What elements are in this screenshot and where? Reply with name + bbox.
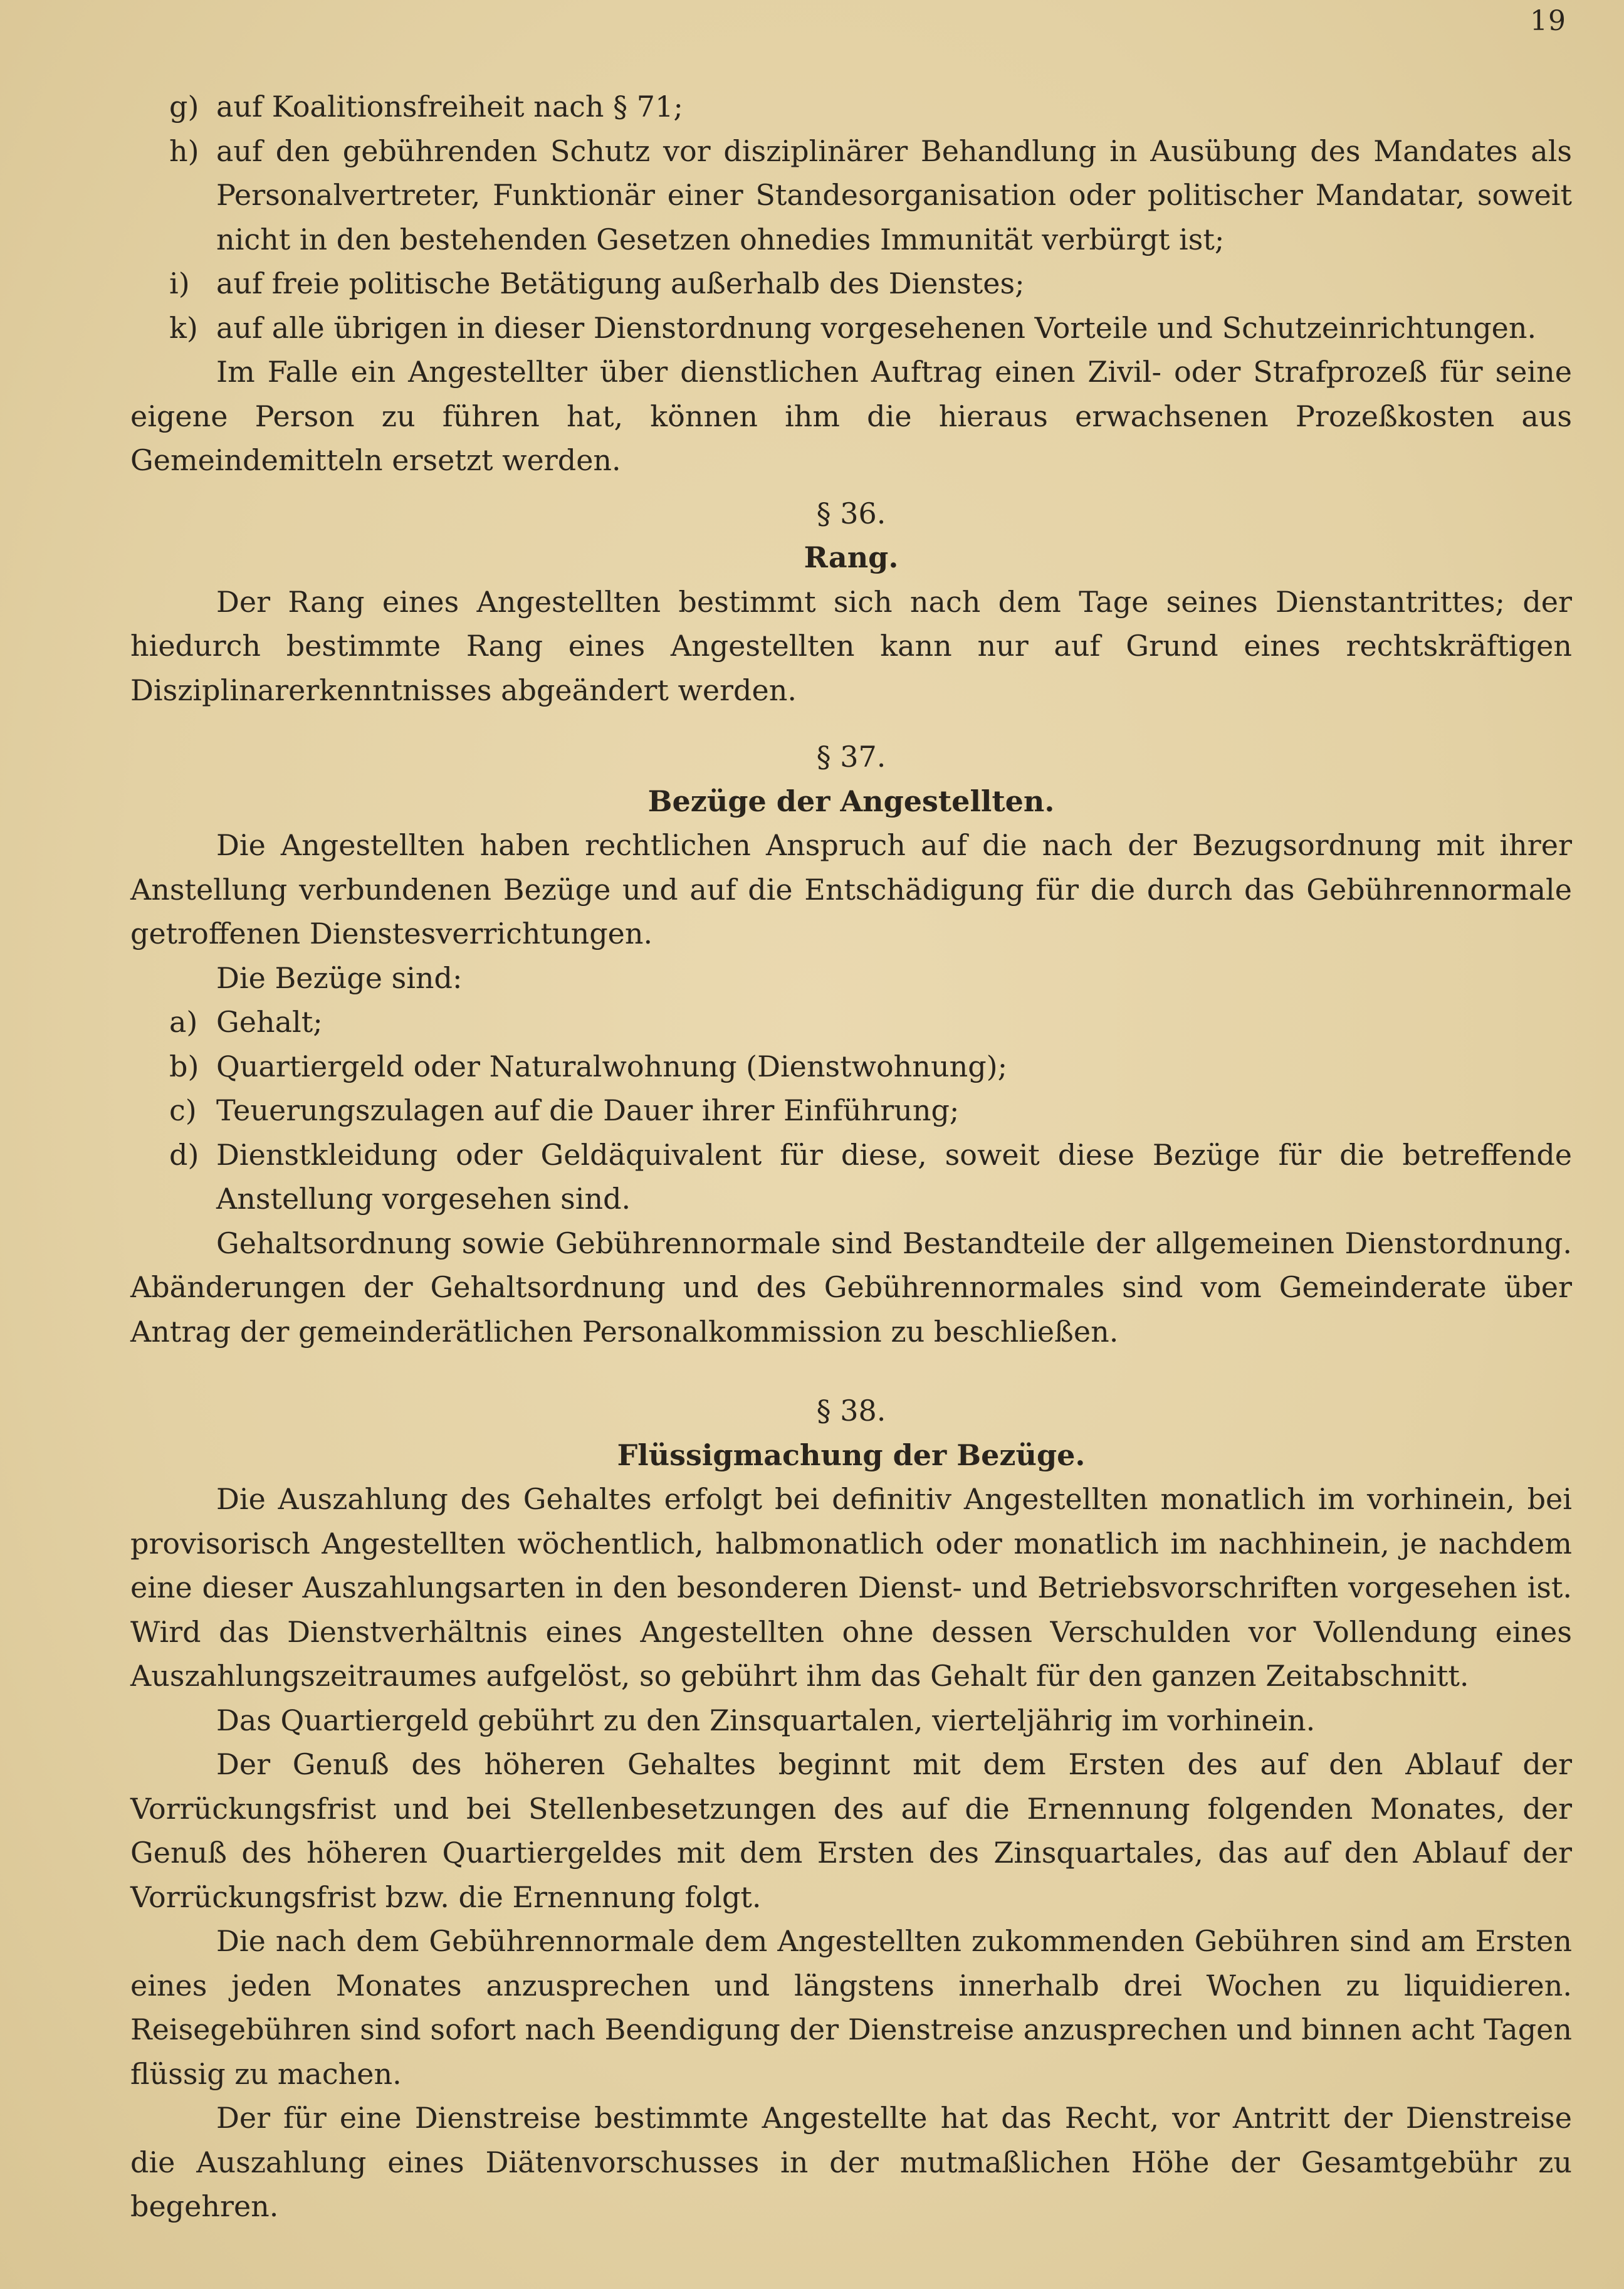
item-label: h) [169, 134, 199, 168]
item-label: b) [169, 1049, 199, 1083]
list-item [130, 261, 1572, 306]
section-37-paragraph-3: Gehaltsordnung sowie Gebührennormale sind Bestandteile der allgemeinen Dienstordnung. Abänderungen der Gehaltsordnung und des Gebührennormales sind vom Gemeinderate über Antrag der gemeinderätlichen Personalkommission zu beschließen. [130, 1226, 1572, 1349]
list-item [130, 1000, 1572, 1045]
section-37-number: § 37. [816, 740, 886, 774]
section-38-paragraph-2: Das Quartiergeld gebührt zu den Zinsquartalen, vierteljährig im vorhinein. [216, 1703, 1316, 1737]
item-text: auf Koalitionsfreiheit nach § 71; [216, 90, 683, 124]
section-38-paragraph-1: Die Auszahlung des Gehaltes erfolgt bei definitiv Angestellten monatlich im vorhinein, bei provisorisch Angestellten wöchentlich, halbmonatlich oder monatlich im nachhinein, je nachdem eine dieser Auszahlungsarten in den besonderen Dienst- und Betriebsvorschriften vorgesehen ist. Wird das Dienstverhältnis eines Angestellten ohne dessen Verschulden vor Vollendung eines Auszahlungszeitraumes aufgelöst, so gebührt ihm das Gehalt für den ganzen Zeitabschnitt. [130, 1482, 1572, 1693]
item-label: a) [169, 1005, 198, 1039]
section-36-number: § 36. [816, 496, 886, 530]
item-text: Teuerungszulagen auf die Dauer ihrer Einführung; [216, 1093, 960, 1127]
section-36-title: Rang. [804, 540, 899, 574]
item-label: i) [169, 266, 190, 300]
item-text: Gehalt; [216, 1005, 323, 1039]
section-38-paragraph-3: Der Genuß des höheren Gehaltes beginnt mit dem Ersten des auf den Ablauf der Vorrückungsfrist und bei Stellenbesetzungen des auf die Ernennung folgenden Monates, der Genuß des höheren Quartiergeldes mit dem Ersten des Zinsquartales, das auf den Ablauf der Vorrückungsfrist bzw. die Ernennung folgt. [130, 1747, 1572, 1914]
section-36-text: Der Rang eines Angestellten bestimmt sich nach dem Tage seines Dienstantrittes; der hiedurch bestimmte Rang eines Angestellten kann nur auf Grund eines rechtskräftigen Disziplinarerkenntnisses abgeändert werden. [130, 584, 1572, 707]
list-item [130, 1133, 1572, 1221]
item-label: c) [169, 1093, 197, 1127]
item-text: auf alle übrigen in dieser Dienstordnung vorgesehenen Vorteile und Schutzeinrichtungen. [216, 310, 1537, 345]
item-text: auf den gebührenden Schutz vor disziplinärer Behandlung in Ausübung des Mandates als Personalvertreter, Funktionär einer Standesorganisation oder politischer Mandatar, soweit nicht in den bestehenden Gesetzen ohnedies Immunität verbürgt ist; [216, 134, 1572, 256]
section-38-paragraph-4: Die nach dem Gebührennormale dem Angestellten zukommenden Gebühren sind am Ersten eines jeden Monates anzusprechen und längstens innerhalb drei Wochen zu liquidieren. Reisegebühren sind sofort nach Beendigung der Dienstreise anzusprechen und binnen acht Tagen flüssig zu machen. [130, 1924, 1572, 2091]
document-body [130, 85, 1572, 2229]
list-item [130, 129, 1572, 262]
item-label: d) [169, 1137, 199, 1172]
section-37-title: Bezüge der Angestellten. [647, 784, 1055, 818]
item-label: k) [169, 310, 198, 345]
section-38-paragraph-5: Der für eine Dienstreise bestimmte Angestellte hat das Recht, vor Antritt der Dienstreise die Auszahlung eines Diätenvorschusses in der mutmaßlichen Höhe der Gesamtgebühr zu begehren. [130, 2101, 1572, 2223]
section-37-paragraph-2: Die Bezüge sind: [216, 960, 463, 995]
section-38-number: § 38. [816, 1394, 886, 1428]
paragraph-35-end: Im Falle ein Angestellter über dienstlichen Auftrag einen Zivil- oder Strafprozeß für seine eigene Person zu führen hat, können ihm die hieraus erwachsenen Prozeßkosten aus Gemeindemitteln ersetzt werden. [130, 355, 1572, 477]
item-text: Dienstkleidung oder Geldäquivalent für diese, soweit diese Bezüge für die betreffende Anstellung vorgesehen sind. [216, 1137, 1572, 1216]
section-38-title: Flüssigmachung der Bezüge. [617, 1438, 1086, 1472]
list-item [130, 85, 1572, 129]
list-item [130, 1045, 1572, 1089]
item-text: Quartiergeld oder Naturalwohnung (Dienstwohnung); [216, 1049, 1008, 1083]
item-text: auf freie politische Betätigung außerhalb des Dienstes; [216, 266, 1025, 300]
section-37-paragraph-1: Die Angestellten haben rechtlichen Anspruch auf die nach der Bezugsordnung mit ihrer Anstellung verbundenen Bezüge und auf die Entschädigung für die durch das Gebührennormale getroffenen Dienstesverrichtungen. [130, 828, 1572, 950]
page-number: 19 [1530, 5, 1566, 37]
item-label: g) [169, 90, 199, 124]
list-item [130, 1088, 1572, 1133]
list-item [130, 306, 1572, 350]
